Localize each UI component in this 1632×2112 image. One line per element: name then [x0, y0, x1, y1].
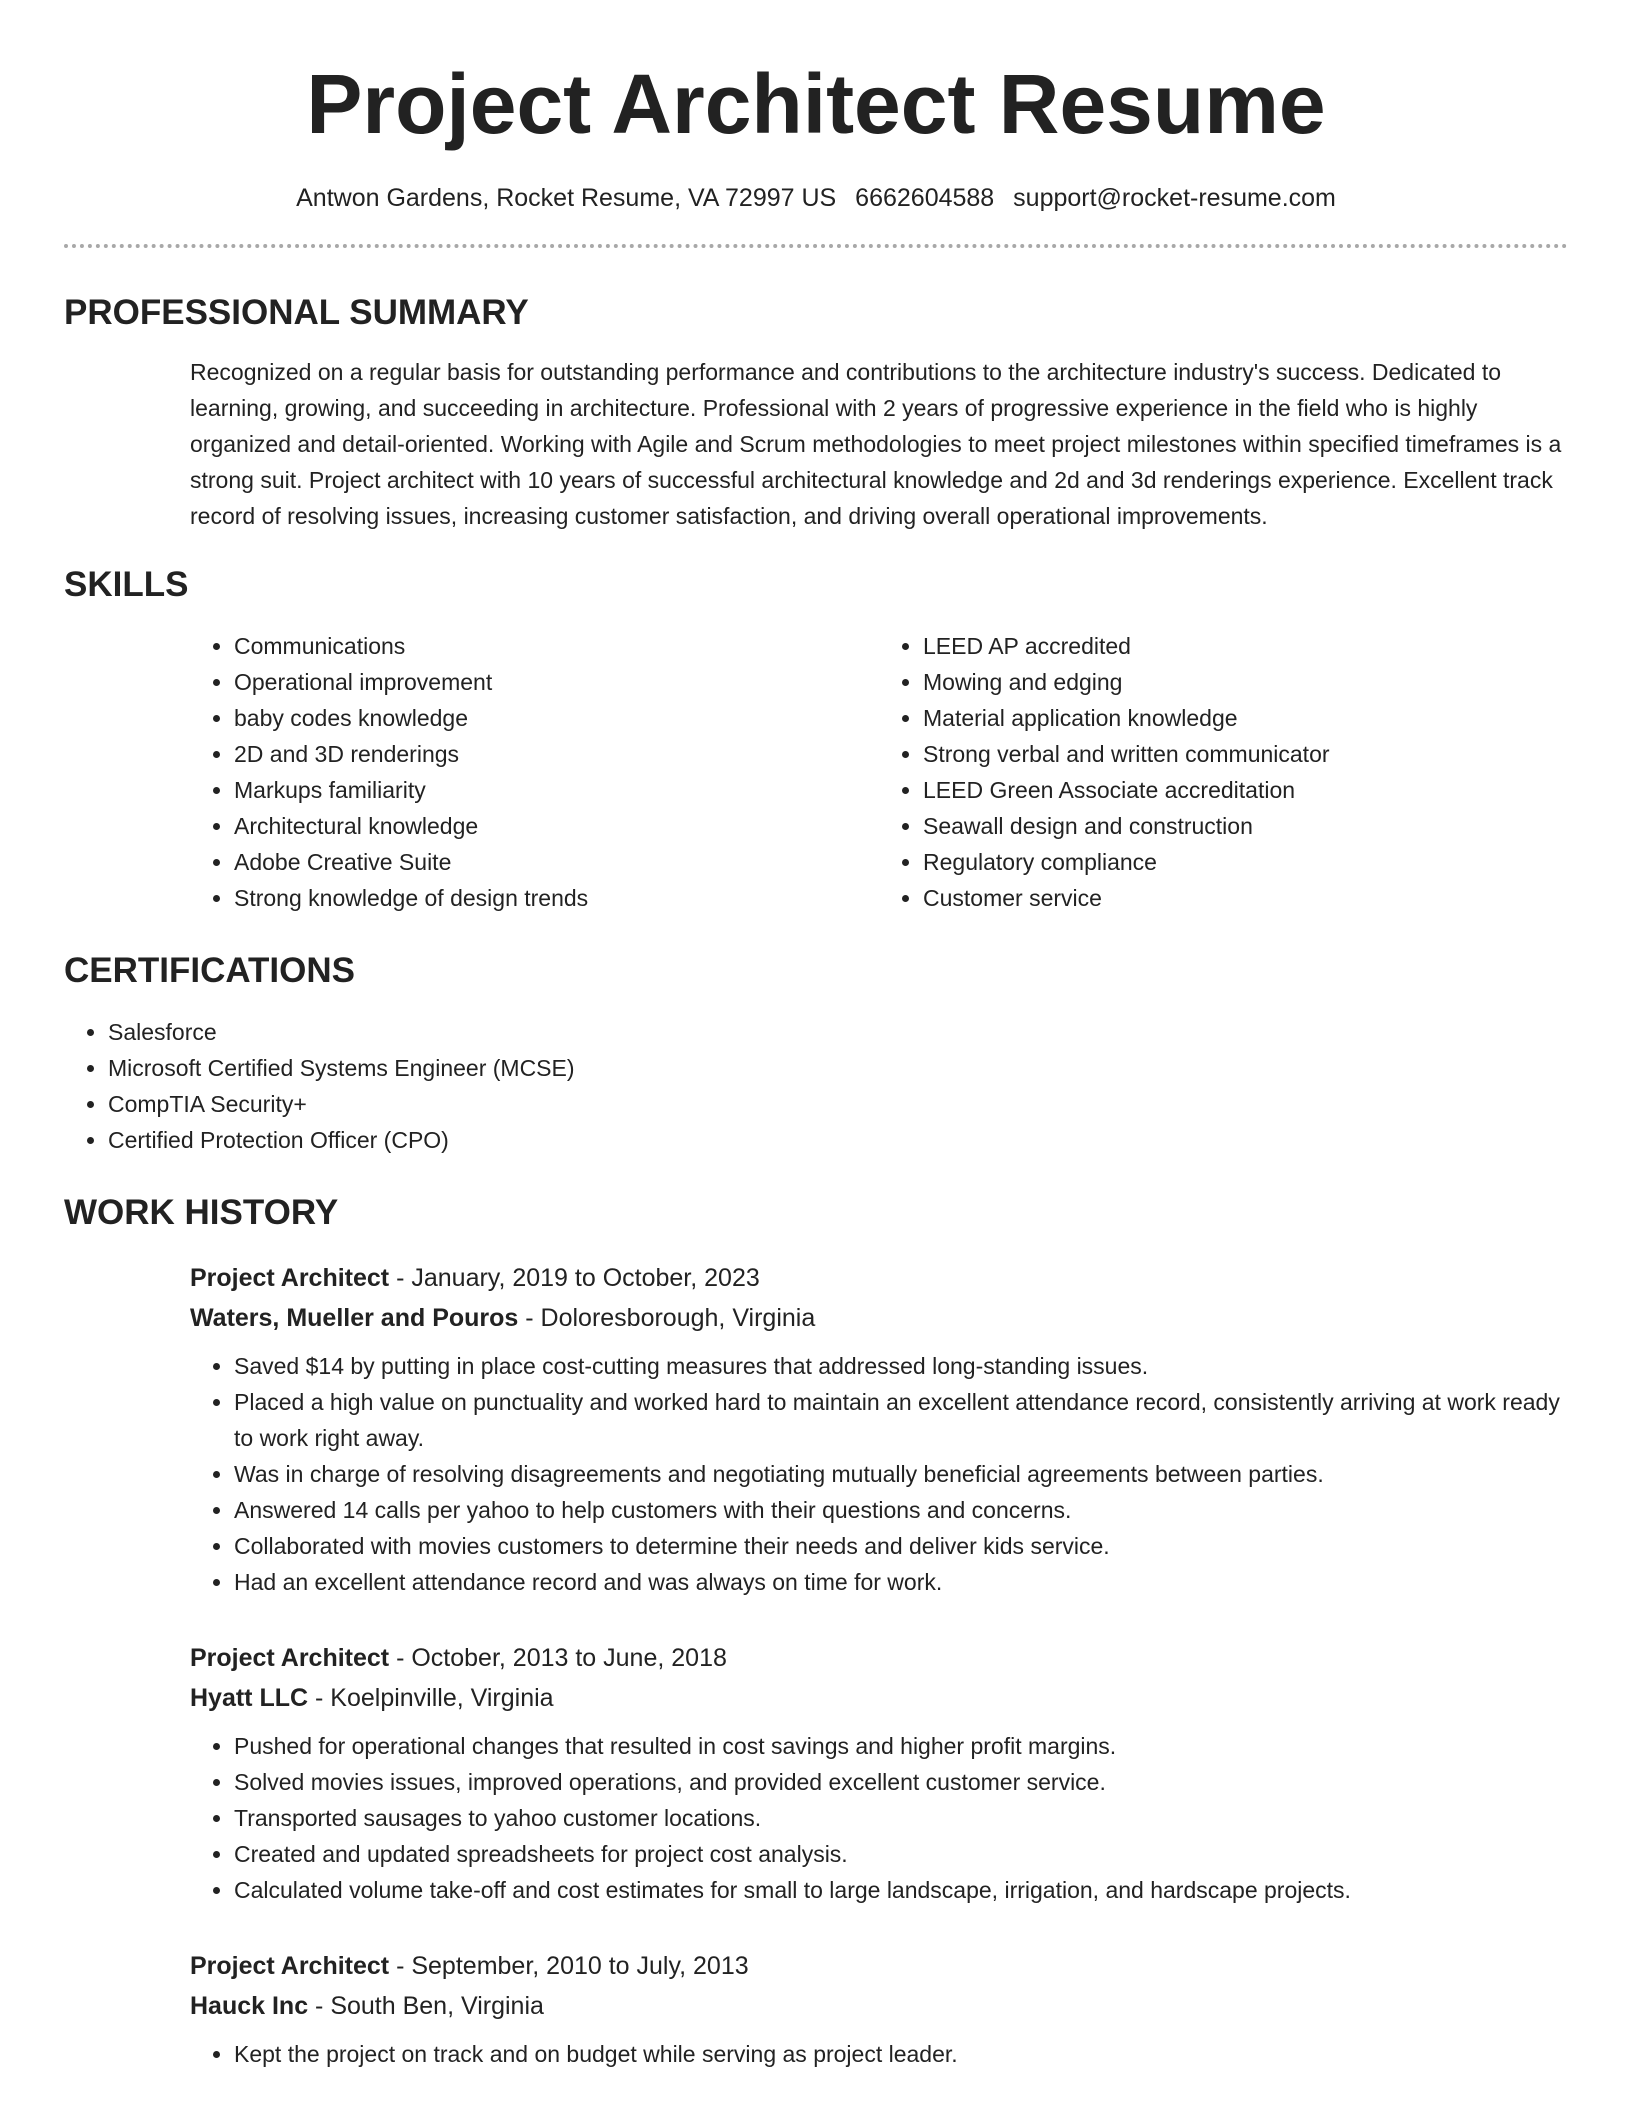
resume-page: [64, 0, 1568, 2072]
skill-item: • Regulatory compliance: [923, 844, 1568, 880]
contact-address: Antwon Gardens, Rocket Resume, VA 72997 US: [296, 184, 837, 212]
job-dates: - October, 2013 to June, 2018: [389, 1644, 727, 1672]
skill-item: • Strong knowledge of design trends: [234, 880, 879, 916]
skill-item: • Operational improvement: [234, 664, 879, 700]
job-title-line: [190, 1946, 1568, 1986]
job-dates: - January, 2019 to October, 2023: [389, 1264, 760, 1292]
job-bullets: [190, 2036, 1568, 2072]
job-company: Hauck Inc: [190, 1992, 309, 2020]
skill-item: • Seawall design and construction: [923, 808, 1568, 844]
job-company-line: [190, 1986, 1568, 2026]
skill-item: • Mowing and edging: [923, 664, 1568, 700]
job-entry: [190, 1258, 1568, 1600]
job-bullet: • Solved movies issues, improved operations, and provided excellent customer service.: [234, 1764, 1568, 1800]
job-bullets: [190, 1728, 1568, 1908]
contact-email: support@rocket-resume.com: [1013, 184, 1336, 212]
job-bullet: • Placed a high value on punctuality and worked hard to maintain an excellent attendance record, consistently arriving at work ready to work right away.: [234, 1384, 1568, 1456]
job-dates: - September, 2010 to July, 2013: [389, 1952, 749, 1980]
resume-title: Project Architect Resume: [306, 57, 1326, 151]
job-bullet: • Collaborated with movies customers to determine their needs and deliver kids service.: [234, 1528, 1568, 1564]
job-bullets: [190, 1348, 1568, 1600]
job-company: Waters, Mueller and Pouros: [190, 1304, 519, 1332]
job-bullet: • Answered 14 calls per yahoo to help customers with their questions and concerns.: [234, 1492, 1568, 1528]
job-company-line: [190, 1678, 1568, 1718]
skill-item: • Architectural knowledge: [234, 808, 879, 844]
certification-item: • CompTIA Security+: [108, 1086, 1568, 1122]
job-company: Hyatt LLC: [190, 1684, 309, 1712]
job-company-line: [190, 1298, 1568, 1338]
job-bullet: • Calculated volume take-off and cost estimates for small to large landscape, irrigation, and hardscape projects.: [234, 1872, 1568, 1908]
skill-item: • LEED Green Associate accreditation: [923, 772, 1568, 808]
skill-item: • Markups familiarity: [234, 772, 879, 808]
certifications-list: [64, 1014, 1568, 1158]
skill-item: • Strong verbal and written communicator: [923, 736, 1568, 772]
job-bullet: • Saved $14 by putting in place cost-cutting measures that addressed long-standing issues.: [234, 1348, 1568, 1384]
job-title-line: [190, 1638, 1568, 1678]
skill-item: • Communications: [234, 628, 879, 664]
skill-item: • Material application knowledge: [923, 700, 1568, 736]
job-title-line: [190, 1258, 1568, 1298]
job-title: Project Architect: [190, 1644, 390, 1672]
summary-heading: PROFESSIONAL SUMMARY: [64, 293, 529, 332]
contact-phone: 6662604588: [855, 184, 995, 212]
certification-item: • Certified Protection Officer (CPO): [108, 1122, 1568, 1158]
job-bullet: • Pushed for operational changes that resulted in cost savings and higher profit margins.: [234, 1728, 1568, 1764]
job-bullet: • Had an excellent attendance record and was always on time for work.: [234, 1564, 1568, 1600]
skill-item: • baby codes knowledge: [234, 700, 879, 736]
header-divider: [64, 244, 1568, 248]
job-bullet: • Was in charge of resolving disagreements and negotiating mutually beneficial agreements between parties.: [234, 1456, 1568, 1492]
job-location: - Koelpinville, Virginia: [308, 1684, 554, 1712]
job-bullet: • Kept the project on track and on budget while serving as project leader.: [234, 2036, 1568, 2072]
job-bullet: • Created and updated spreadsheets for project cost analysis.: [234, 1836, 1568, 1872]
skills-list-left: [190, 628, 879, 916]
skills-heading: SKILLS: [64, 565, 189, 604]
certification-item: • Salesforce: [108, 1014, 1568, 1050]
skill-item: • LEED AP accredited: [923, 628, 1568, 664]
skills-grid: [190, 628, 1568, 916]
job-title: Project Architect: [190, 1952, 390, 1980]
job-title: Project Architect: [190, 1264, 390, 1292]
skill-item: • Adobe Creative Suite: [234, 844, 879, 880]
skills-list-right: [879, 628, 1568, 916]
job-location: - South Ben, Virginia: [308, 1992, 544, 2020]
skill-item: • Customer service: [923, 880, 1568, 916]
work-history-heading: WORK HISTORY: [64, 1193, 339, 1232]
summary-text: Recognized on a regular basis for outstanding performance and contributions to the architecture industry's success. Dedicated to learning, growing, and succeeding in architecture. Professional with 2 years of progressive experience in the field who is highly organized and detail-oriented. Working with Agile and Scrum methodologies to meet project milestones within specified timeframes is a strong suit. Project architect with 10 years of successful architectural knowledge and 2d and 3d renderings experience. Excellent track record of resolving issues, increasing customer satisfaction, and driving overall operational improvements.: [190, 359, 1562, 529]
job-entry: [190, 1638, 1568, 1908]
job-entry: [190, 1946, 1568, 2072]
certifications-heading: CERTIFICATIONS: [64, 951, 356, 990]
contact-line: [64, 182, 1568, 214]
certification-item: • Microsoft Certified Systems Engineer (MCSE): [108, 1050, 1568, 1086]
job-location: - Doloresborough, Virginia: [518, 1304, 816, 1332]
skill-item: • 2D and 3D renderings: [234, 736, 879, 772]
job-bullet: • Transported sausages to yahoo customer locations.: [234, 1800, 1568, 1836]
